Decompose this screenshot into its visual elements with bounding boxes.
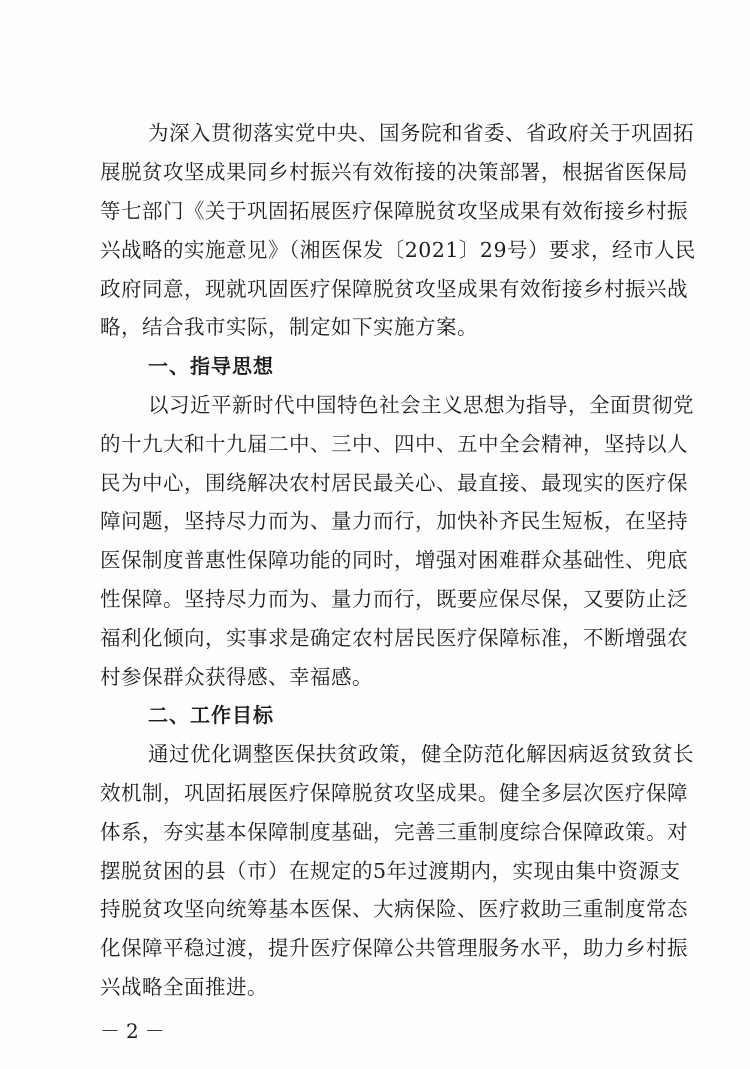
paragraph-line: 略，结合我市实际，制定如下实施方案。 xyxy=(100,315,478,339)
paragraph-line: 摆脱贫困的县（市）在规定的5年过渡期内，实现由集中资源支 xyxy=(100,859,681,883)
paragraph-line: 福利化倾向，实事求是确定农村居民医疗保障标准，不断增强农 xyxy=(100,626,688,650)
paragraph-line: 性保障。坚持尽力而为、量力而行，既要应保尽保，又要防止泛 xyxy=(100,587,688,611)
paragraph-line: 医保制度普惠性保障功能的同时，增强对困难群众基础性、兜底 xyxy=(100,548,688,572)
paragraph-line: 等七部门《关于巩固拓展医疗保障脱贫攻坚成果有效衔接乡村振 xyxy=(100,199,688,223)
paragraph-line: 效机制，巩固拓展医疗保障脱贫攻坚成果。健全多层次医疗保障 xyxy=(100,781,688,805)
paragraph-line: 化保障平稳过渡，提升医疗保障公共管理服务水平，助力乡村振 xyxy=(100,936,688,960)
paragraph-line: 通过优化调整医保扶贫政策，健全防范化解因病返贫致贫长 xyxy=(148,742,694,766)
paragraph-line: 民为中心，围绕解决农村居民最关心、最直接、最现实的医疗保 xyxy=(100,471,688,495)
paragraph-line: 展脱贫攻坚成果同乡村振兴有效衔接的决策部署，根据省医保局 xyxy=(100,160,688,184)
paragraph-line: 兴战略全面推进。 xyxy=(100,975,268,999)
paragraph-line: 持脱贫攻坚向统筹基本医保、大病保险、医疗救助三重制度常态 xyxy=(100,897,688,921)
section-heading: 二、工作目标 xyxy=(148,703,274,727)
paragraph-line: 体系，夯实基本保障制度基础，完善三重制度综合保障政策。对 xyxy=(100,820,688,844)
paragraph-line: 障问题，坚持尽力而为、量力而行，加快补齐民生短板，在坚持 xyxy=(100,509,688,533)
paragraph-line: 政府同意，现就巩固医疗保障脱贫攻坚成果有效衔接乡村振兴战 xyxy=(100,277,688,301)
section-heading: 一、指导思想 xyxy=(148,354,274,378)
paragraph-line: 兴战略的实施意见》（湘医保发〔2021〕29号）要求，经市人民 xyxy=(100,238,697,262)
paragraph-line: 村参保群众获得感、幸福感。 xyxy=(100,665,373,689)
page-number: －2－ xyxy=(100,1019,171,1043)
paragraph-line: 为深入贯彻落实党中央、国务院和省委、省政府关于巩固拓 xyxy=(148,121,694,145)
paragraph-line: 的十九大和十九届二中、三中、四中、五中全会精神，坚持以人 xyxy=(100,432,688,456)
paragraph-line: 以习近平新时代中国特色社会主义思想为指导，全面贯彻党 xyxy=(148,393,694,417)
